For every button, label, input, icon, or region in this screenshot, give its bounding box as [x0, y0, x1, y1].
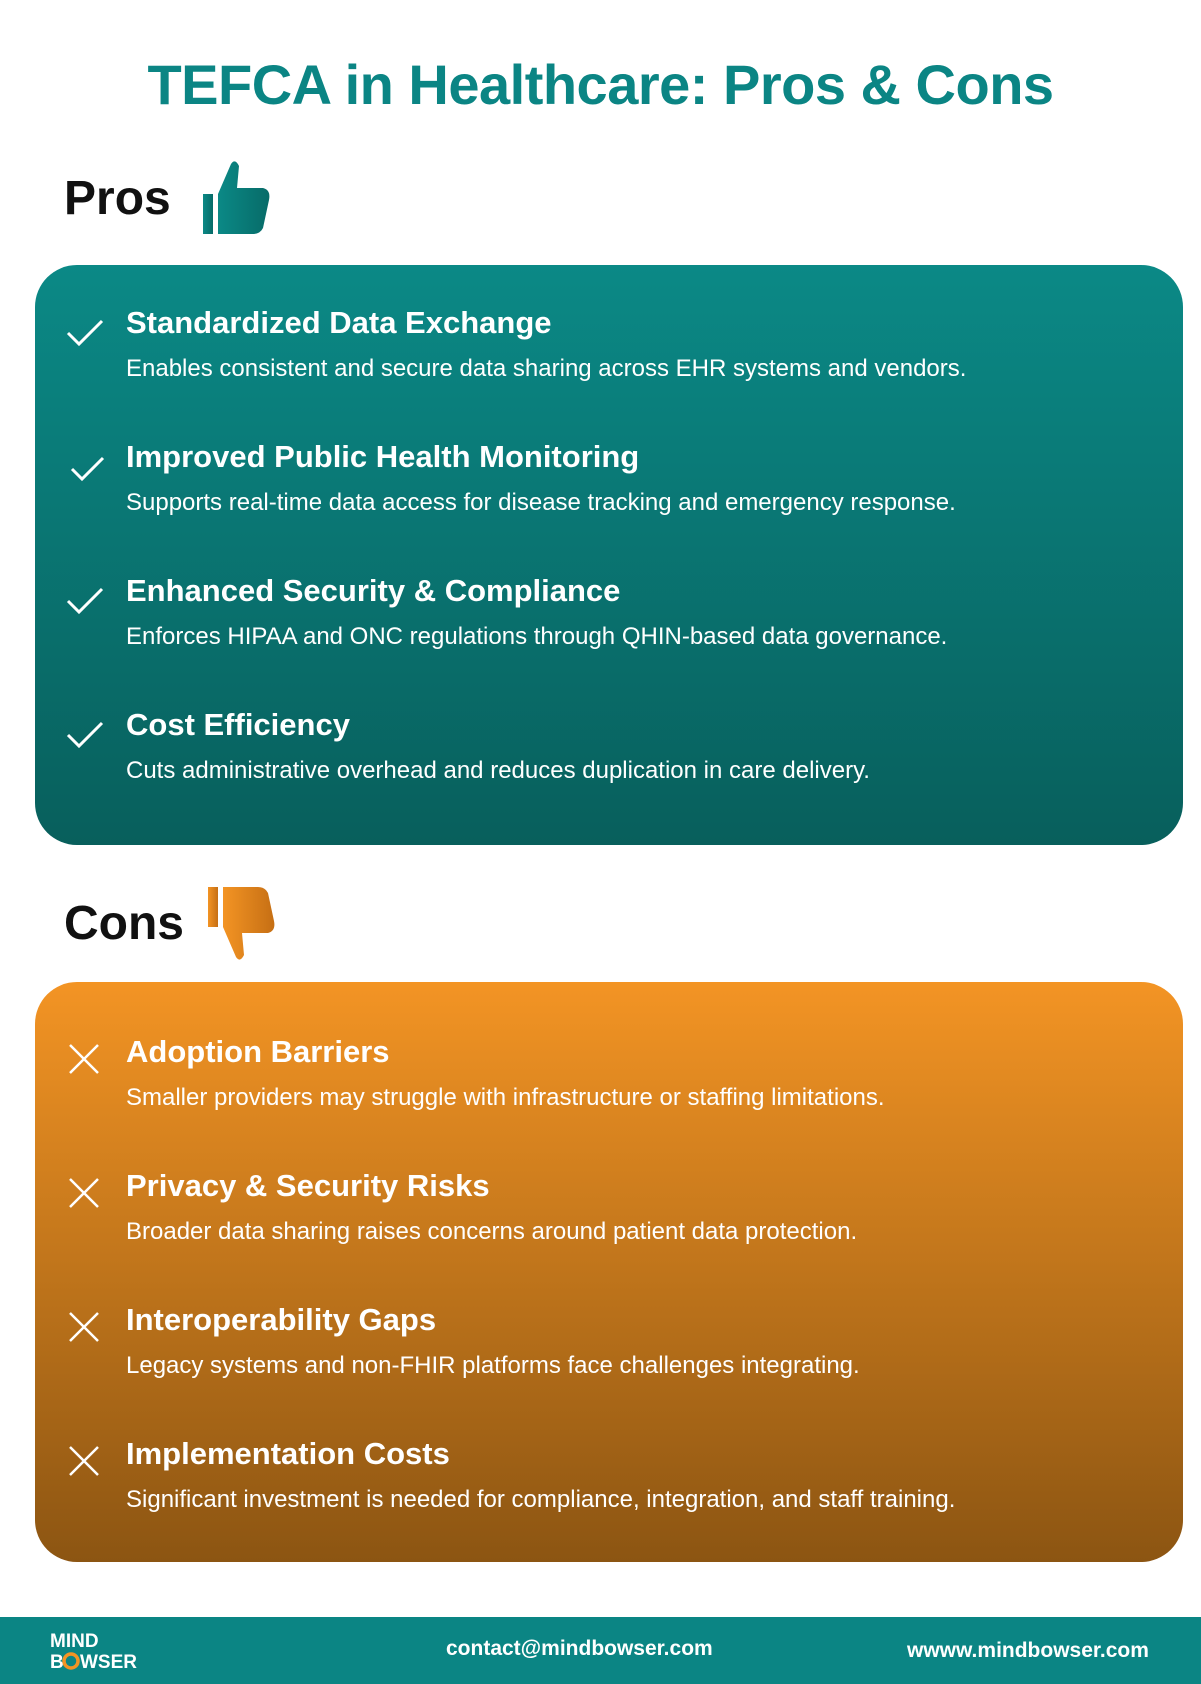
pros-item-title: Cost Efficiency — [126, 707, 350, 742]
pros-card — [35, 265, 1183, 845]
cons-label: Cons — [64, 896, 184, 950]
svg-text:MIND: MIND — [50, 1631, 99, 1652]
x-icon — [65, 1040, 105, 1080]
x-icon — [65, 1308, 105, 1348]
pros-item — [35, 437, 1183, 547]
svg-text:B: B — [50, 1652, 64, 1671]
contact-email-link[interactable]: contact@mindbowser.com — [446, 1637, 713, 1660]
pros-heading — [64, 160, 271, 236]
pros-item-desc: Supports real-time data access for disease tracking and emergency response. — [126, 489, 956, 516]
thumbs-down-icon — [206, 885, 276, 961]
cons-item-title: Privacy & Security Risks — [126, 1168, 490, 1203]
pros-item-desc: Enforces HIPAA and ONC regulations through QHIN-based data governance. — [126, 623, 948, 650]
cons-item — [35, 1166, 1183, 1276]
pros-item-desc: Cuts administrative overhead and reduces duplication in care delivery. — [126, 757, 870, 784]
pros-item-title: Enhanced Security & Compliance — [126, 573, 621, 608]
pros-item — [35, 571, 1183, 681]
cons-item-title: Adoption Barriers — [126, 1034, 390, 1069]
cons-item-desc: Smaller providers may struggle with infrastructure or staffing limitations. — [126, 1084, 885, 1111]
cons-item — [35, 1300, 1183, 1410]
mindbowser-logo — [50, 1629, 162, 1671]
cons-item-desc: Legacy systems and non-FHIR platforms face challenges integrating. — [126, 1352, 860, 1379]
x-icon — [65, 1174, 105, 1214]
pros-item-title: Improved Public Health Monitoring — [126, 439, 640, 474]
cons-item-desc: Broader data sharing raises concerns around patient data protection. — [126, 1218, 858, 1245]
thumbs-up-icon — [201, 160, 271, 236]
cons-heading — [64, 885, 276, 961]
cons-item-title: Interoperability Gaps — [126, 1302, 437, 1337]
cons-item-desc: Significant investment is needed for compliance, integration, and staff training. — [126, 1486, 956, 1513]
cons-card — [35, 982, 1183, 1562]
cons-item — [35, 1434, 1183, 1544]
cons-item-title: Implementation Costs — [126, 1436, 450, 1471]
x-icon — [65, 1442, 105, 1482]
check-icon — [65, 311, 105, 351]
check-icon — [65, 713, 105, 753]
pros-item-title: Standardized Data Exchange — [126, 305, 552, 340]
website-link[interactable]: wwww.mindbowser.com — [907, 1639, 1149, 1662]
check-icon — [65, 579, 105, 619]
check-icon — [65, 445, 105, 485]
cons-item — [35, 1032, 1183, 1142]
pros-item — [35, 705, 1183, 815]
pros-label: Pros — [64, 171, 171, 225]
pros-item-desc: Enables consistent and secure data sharing across EHR systems and vendors. — [126, 355, 967, 382]
svg-text:WSER: WSER — [80, 1652, 137, 1671]
pros-item — [35, 303, 1183, 413]
page-title: TEFCA in Healthcare: Pros & Cons — [147, 53, 1054, 116]
footer — [0, 1617, 1201, 1684]
